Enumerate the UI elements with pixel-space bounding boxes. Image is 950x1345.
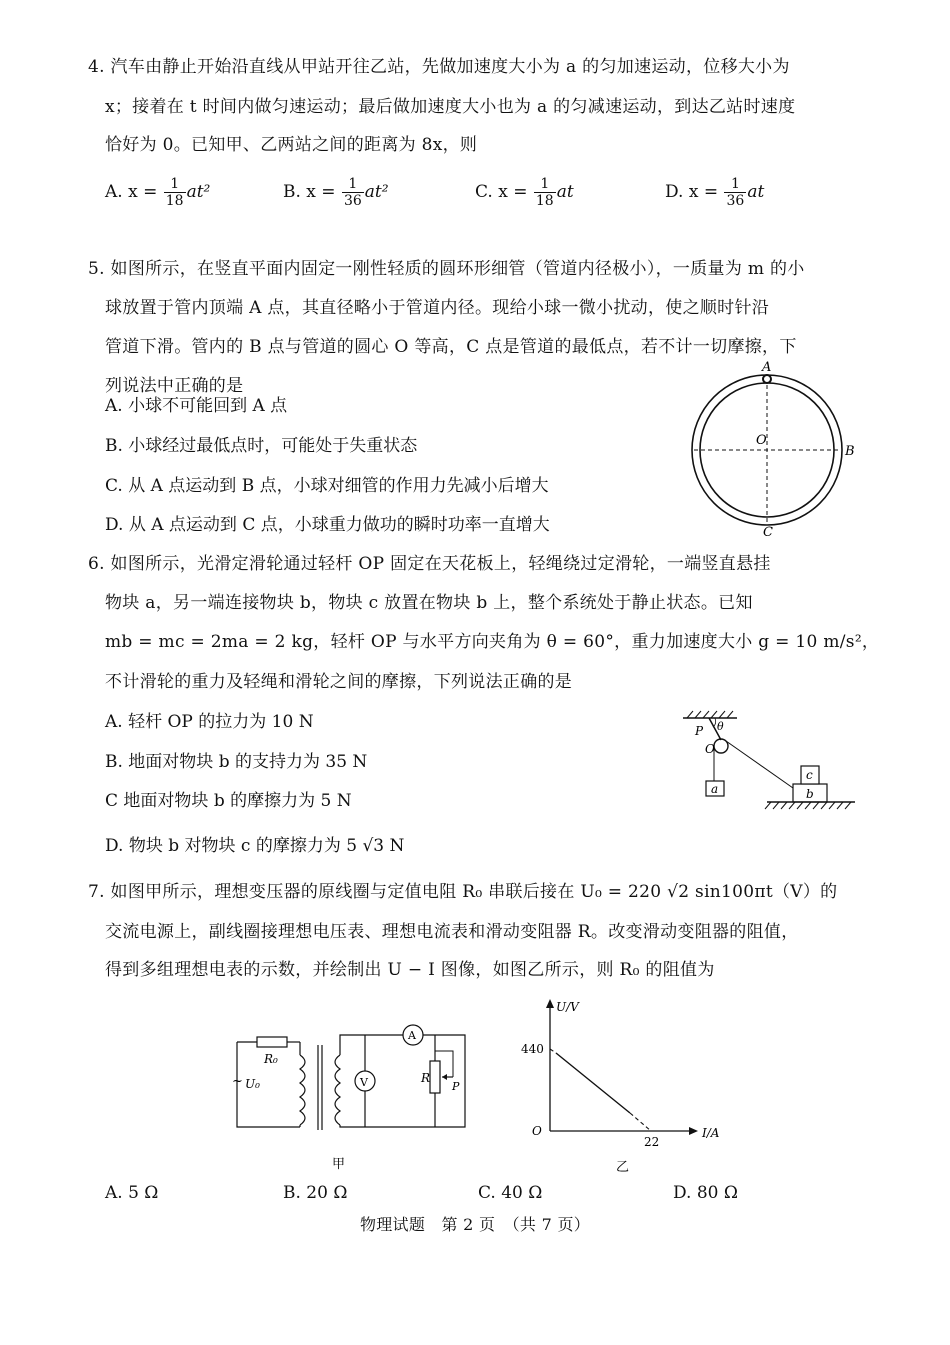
origin-label: O bbox=[532, 1124, 542, 1138]
label-o: O bbox=[705, 742, 715, 756]
q4-option-c[interactable]: C. x = $\frac{1}{18}$ at bbox=[475, 176, 574, 209]
q6-option-a[interactable]: A. 轻杆 OP 的拉力为 10 N bbox=[105, 712, 314, 732]
rheostat-r bbox=[430, 1061, 440, 1093]
primary-coil bbox=[300, 1055, 305, 1125]
label-u0: U₀ bbox=[245, 1077, 260, 1091]
circuit-figure bbox=[225, 1015, 475, 1175]
resistor-r0 bbox=[257, 1037, 287, 1047]
line-dashed-end bbox=[630, 1113, 651, 1131]
q6-option-b[interactable]: B. 地面对物块 b 的支持力为 35 N bbox=[105, 752, 368, 772]
q4-option-a[interactable]: A. x = $\frac{1}{18}$ at² bbox=[105, 176, 211, 209]
label-theta: θ bbox=[717, 720, 724, 733]
ui-graph-figure bbox=[520, 995, 740, 1180]
q6-option-c[interactable]: C 地面对物块 b 的摩擦力为 5 N bbox=[105, 791, 352, 811]
q5-line-4: 列说法中正确的是 bbox=[105, 376, 244, 396]
page-footer: 物理试题 第 2 页 （共 7 页） bbox=[359, 1215, 591, 1234]
u-i-line bbox=[556, 1053, 630, 1113]
label-a: A bbox=[762, 360, 772, 375]
label-voltmeter: V bbox=[360, 1076, 368, 1089]
q6-line-4: 不计滑轮的重力及轻绳和滑轮之间的摩擦，下列说法正确的是 bbox=[105, 672, 573, 692]
line-dashed-start bbox=[550, 1049, 556, 1053]
x-axis-label: I/A bbox=[702, 1126, 720, 1140]
x-intercept-label: 22 bbox=[644, 1135, 660, 1149]
label-a: a bbox=[711, 782, 719, 796]
q7-option-a[interactable]: A. 5 Ω bbox=[105, 1183, 159, 1203]
q5-option-b[interactable]: B. 小球经过最低点时，可能处于失重状态 bbox=[105, 436, 418, 456]
q6-line-1: 6. 如图所示，光滑定滑轮通过轻杆 OP 固定在天花板上，轻绳绕过定滑轮，一端竖直悬挂 bbox=[88, 554, 771, 574]
y-intercept-label: 440 bbox=[521, 1042, 544, 1056]
q6-line-2: 物块 a，另一端连接物块 b，物块 c 放置在物块 b 上，整个系统处于静止状态。已知 bbox=[105, 593, 753, 613]
q7-option-c[interactable]: C. 40 Ω bbox=[478, 1183, 543, 1203]
q5-option-a[interactable]: A. 小球不可能回到 A 点 bbox=[105, 396, 288, 416]
label-r: R bbox=[421, 1071, 431, 1085]
q4-line-2: x；接着在 t 时间内做匀速运动；最后做加速度大小也为 a 的匀减速运动，到达乙站时速度 bbox=[105, 97, 796, 117]
label-o: O bbox=[756, 433, 767, 448]
pulley bbox=[714, 739, 728, 753]
q4-option-d[interactable]: D. x = $\frac{1}{36}$ at bbox=[665, 176, 765, 209]
label-c: c bbox=[806, 768, 813, 782]
q4-line-3: 恰好为 0。已知甲、乙两站之间的距离为 8x，则 bbox=[105, 135, 478, 155]
q7-option-b[interactable]: B. 20 Ω bbox=[283, 1183, 348, 1203]
q5-line-2: 球放置于管内顶端 A 点，其直径略小于管道内径。现给小球一微小扰动，使之顺时针沿 bbox=[105, 298, 770, 318]
label-ammeter: A bbox=[408, 1029, 416, 1042]
label-b: b bbox=[806, 787, 814, 801]
label-p: P bbox=[452, 1080, 460, 1093]
y-axis-label: U/V bbox=[556, 1000, 579, 1014]
q7-line-3: 得到多组理想电表的示数，并绘制出 U − I 图像，如图乙所示，则 R₀ 的阻值为 bbox=[105, 960, 715, 980]
q7-option-d[interactable]: D. 80 Ω bbox=[673, 1183, 738, 1203]
ring-tube-figure bbox=[690, 360, 860, 540]
label-r0: R₀ bbox=[264, 1052, 278, 1066]
q7-line-1: 7. 如图甲所示，理想变压器的原线圈与定值电阻 R₀ 串联后接在 U₀ = 220 √2 sin100πt（V）的 bbox=[88, 882, 838, 902]
ac-source-symbol: ~ bbox=[232, 1074, 243, 1089]
secondary-coil bbox=[335, 1055, 340, 1125]
q5-line-1: 5. 如图所示，在竖直平面内固定一刚性轻质的圆环形细管（管道内径极小），一质量为 m 的小 bbox=[88, 259, 805, 279]
x-axis-arrow bbox=[689, 1127, 698, 1135]
q5-line-3: 管道下滑。管内的 B 点与管道的圆心 O 等高，C 点是管道的最低点，若不计一切摩擦，下 bbox=[105, 337, 797, 357]
q6-option-d[interactable]: D. 物块 b 对物块 c 的摩擦力为 5 √3 N bbox=[105, 836, 405, 856]
q4-option-b[interactable]: B. x = $\frac{1}{36}$ at² bbox=[283, 176, 389, 209]
caption-jia: 甲 bbox=[332, 1157, 346, 1172]
q7-line-2: 交流电源上，副线圈接理想电压表、理想电流表和滑动变阻器 R。改变滑动变阻器的阻值， bbox=[105, 922, 799, 942]
rope-incline bbox=[726, 741, 793, 788]
caption-yi: 乙 bbox=[616, 1160, 630, 1175]
y-axis-arrow bbox=[546, 999, 554, 1008]
q4-line-1: 4. 汽车由静止开始沿直线从甲站开往乙站，先做加速度大小为 a 的匀加速运动，位移大小为 bbox=[88, 57, 790, 77]
pulley-figure bbox=[675, 708, 870, 814]
ball bbox=[763, 375, 771, 383]
q6-line-3: mb = mc = 2ma = 2 kg，轻杆 OP 与水平方向夹角为 θ = 60°，重力加速度大小 g = 10 m/s²， bbox=[105, 632, 880, 652]
q5-option-d[interactable]: D. 从 A 点运动到 C 点，小球重力做功的瞬时功率一直增大 bbox=[105, 515, 550, 535]
q5-option-c[interactable]: C. 从 A 点运动到 B 点，小球对细管的作用力先减小后增大 bbox=[105, 476, 549, 496]
label-c: C bbox=[763, 525, 773, 540]
label-p: P bbox=[695, 724, 704, 738]
label-b: B bbox=[845, 444, 855, 459]
